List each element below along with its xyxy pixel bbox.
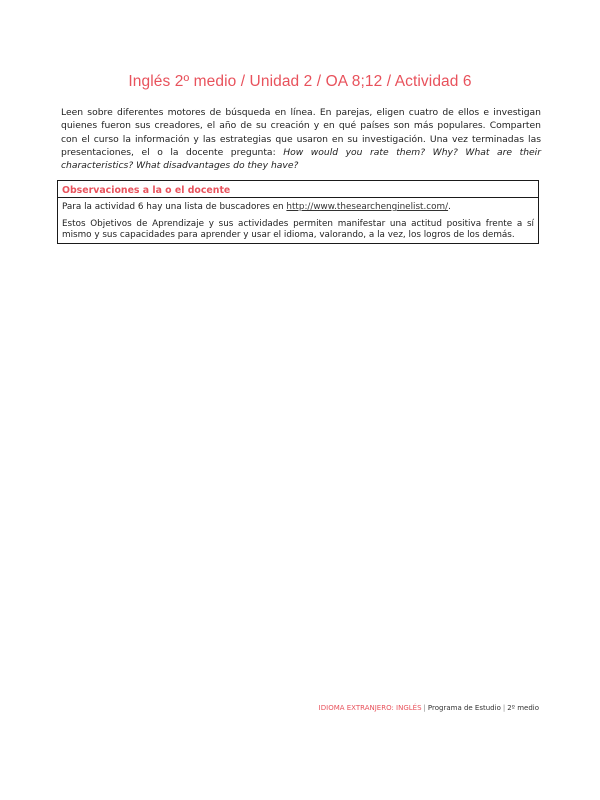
activity-main-text: Leen sobre diferentes motores de búsqueda en línea. En parejas, eligen cuatro de ellos e investigan quienes fueron sus creadores, el año de su creación y en qué países son más populares. Comparten con el curso la información y las estrategias que usaron en su investigación. Una vez terminadas las presentaciones, el o la docente pregunta: xyxy=(61,107,541,158)
footer-separator: | xyxy=(502,704,506,712)
observations-paragraph-2: Estos Objetivos de Aprendizaje y sus actividades permiten manifestar una actitud positiva frente a sí mismo y sus capacidades para aprender y usar el idioma, valorando, a la vez, los logros de los demás. xyxy=(62,219,534,241)
footer-subject: IDIOMA EXTRANJERO: INGLÉS xyxy=(318,704,422,712)
footer-separator: | xyxy=(423,704,426,712)
page-footer xyxy=(319,704,539,712)
search-engine-list-link[interactable]: http://www.thesearchenginelist.com/ xyxy=(286,202,449,212)
activity-question: How would you rate them? Why? What are their characteristics? What disadvantages do they have? xyxy=(61,146,541,172)
observations-paragraph-1 xyxy=(62,202,534,213)
page-title: Inglés 2º medio / Unidad 2 / OA 8;12 / Actividad 6 xyxy=(128,73,472,90)
teacher-observations-box xyxy=(57,180,539,244)
footer-grade: 2º medio xyxy=(507,704,539,712)
observations-divider xyxy=(58,197,538,198)
observations-p1-end: . xyxy=(448,202,451,212)
observations-title: Observaciones a la o el docente xyxy=(62,185,231,196)
observations-p1-text: Para la actividad 6 hay una lista de buscadores en xyxy=(62,202,287,212)
footer-program: Programa de Estudio xyxy=(427,704,501,712)
activity-description xyxy=(61,106,541,172)
